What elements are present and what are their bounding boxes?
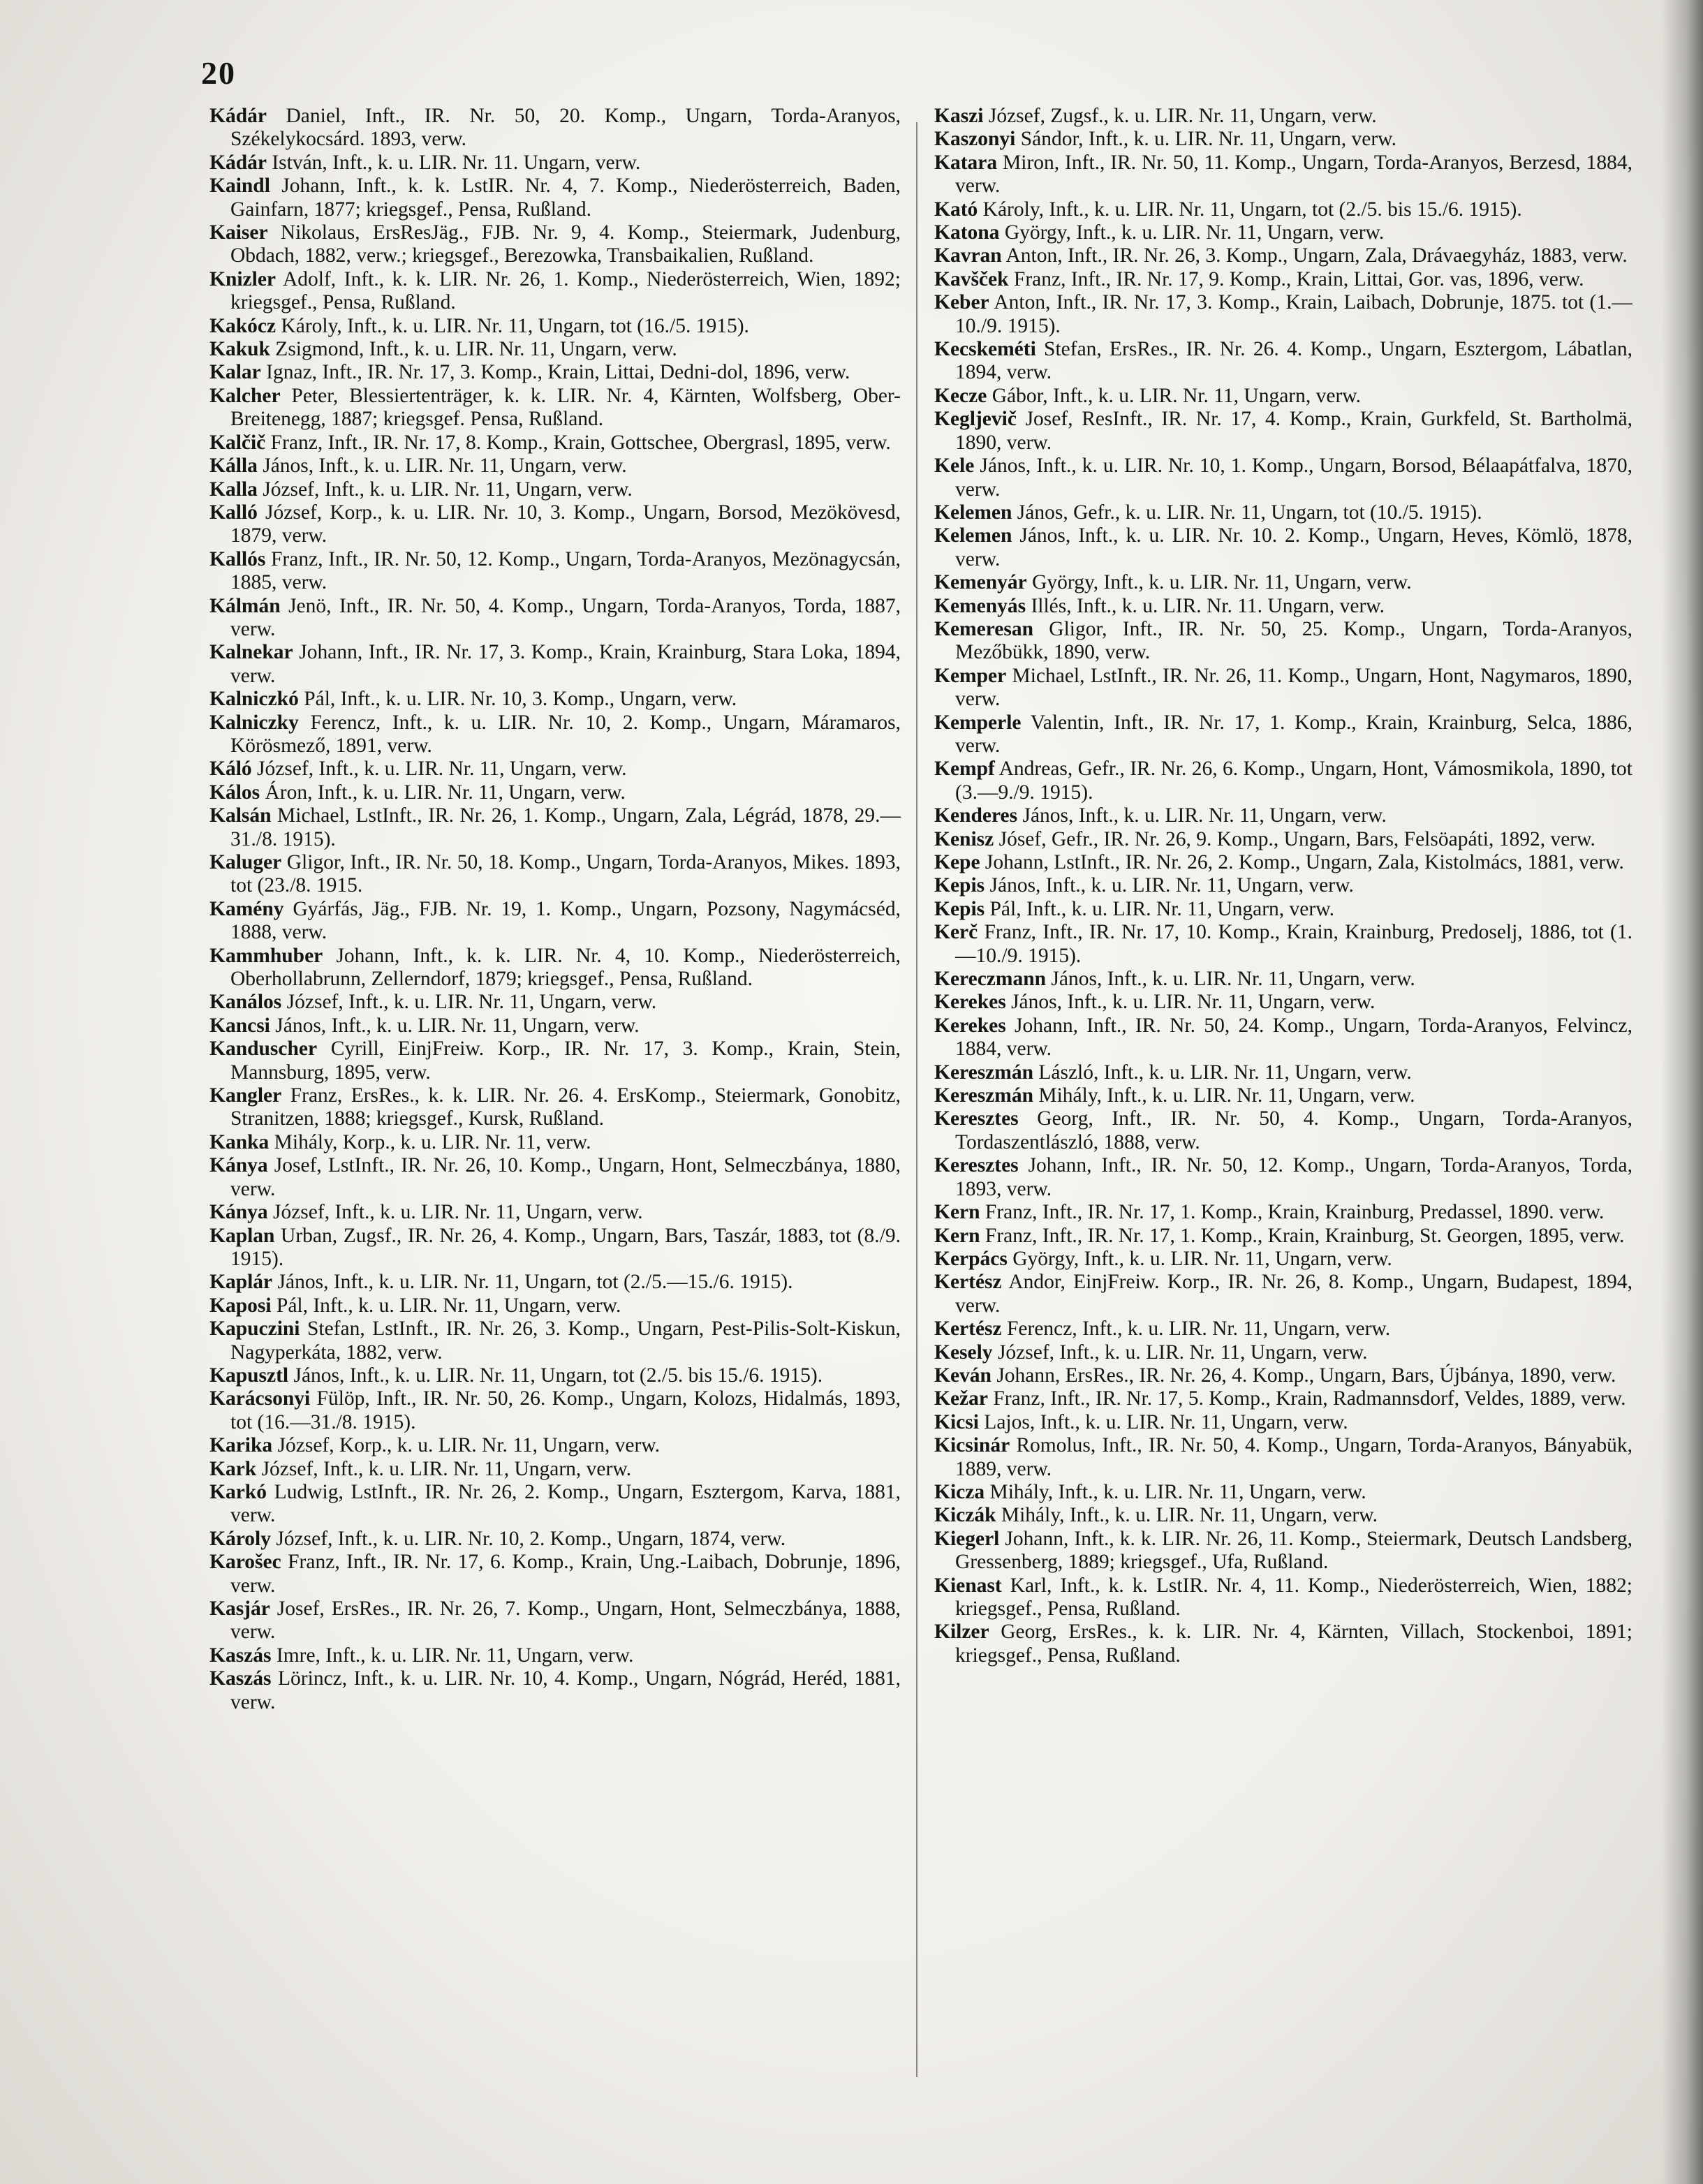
register-entry xyxy=(934,455,1632,501)
entry-surname: Kereszmán xyxy=(934,1084,1033,1107)
entry-surname: Kiegerl xyxy=(934,1527,1000,1550)
entry-details: Lörincz, Inft., k. u. LIR. Nr. 10, 4. Komp., Ungarn, Nógrád, Heréd, 1881, verw. xyxy=(230,1667,901,1713)
entry-details: Franz, ErsRes., k. k. LIR. Nr. 26. 4. ErsKomp., Steiermark, Gonobitz, Stranitzen, 1888; kriegsgef., Kursk, Rußland. xyxy=(230,1084,901,1130)
register-entry xyxy=(934,1107,1632,1154)
entry-surname: Kesely xyxy=(934,1341,993,1364)
entry-details: Anton, Inft., IR. Nr. 17, 3. Komp., Krain, Laibach, Dobrunje, 1875. tot (1.—10./9. 1915). xyxy=(955,291,1632,337)
entry-surname: Kálmán xyxy=(209,594,281,617)
register-entry xyxy=(934,1481,1632,1504)
entry-surname: Kemenyás xyxy=(934,594,1026,617)
entry-surname: Kern xyxy=(934,1201,980,1224)
entry-details: József, Inft., k. u. LIR. Nr. 11, Ungarn, verw. xyxy=(256,1457,632,1480)
entry-surname: Kecskeméti xyxy=(934,338,1036,361)
entry-details: Lajos, Inft., k. u. LIR. Nr. 11, Ungarn, verw. xyxy=(978,1410,1348,1433)
register-entry xyxy=(209,711,901,758)
register-entry xyxy=(934,595,1632,618)
entry-details: János, Gefr., k. u. LIR. Nr. 11, Ungarn, tot (10./5. 1915). xyxy=(1012,501,1482,524)
register-entry xyxy=(209,898,901,945)
entry-details: Gligor, Inft., IR. Nr. 50, 18. Komp., Ungarn, Torda-Aranyos, Mikes. 1893, tot (23./8. 1915. xyxy=(230,851,901,897)
entry-surname: Kánya xyxy=(209,1201,268,1224)
register-entry xyxy=(934,244,1632,267)
entry-details: Ferencz, Inft., k. u. LIR. Nr. 11, Ungarn, verw. xyxy=(1001,1318,1391,1341)
register-entry xyxy=(209,152,901,175)
register-entry xyxy=(934,1318,1632,1341)
entry-details: Mihály, Inft., k. u. LIR. Nr. 11, Ungarn, verw. xyxy=(1033,1084,1415,1107)
entry-surname: Kerekes xyxy=(934,991,1006,1014)
register-entry xyxy=(209,1271,901,1294)
entry-details: Johann, Inft., k. k. LIR. Nr. 4, 10. Komp., Niederösterreich, Oberhollabrunn, Zellerndorf, 1879; kriegsgef., Pensa, Rußland. xyxy=(230,944,901,991)
entry-surname: Kežar xyxy=(934,1387,988,1410)
entry-surname: Karošec xyxy=(209,1551,281,1574)
entry-surname: Kern xyxy=(934,1224,980,1247)
entry-surname: Kemenyár xyxy=(934,571,1027,594)
entry-details: János, Inft., k. u. LIR. Nr. 11, Ungarn, verw. xyxy=(1046,968,1415,991)
entry-surname: Kavšček xyxy=(934,267,1009,290)
register-entry xyxy=(934,921,1632,968)
register-entry xyxy=(209,1154,901,1201)
entry-details: József, Korp., k. u. LIR. Nr. 10, 3. Komp., Ungarn, Borsod, Mezökövesd, 1879, verw. xyxy=(230,501,901,547)
register-entry xyxy=(209,1131,901,1154)
entry-surname: Kaszás xyxy=(209,1644,272,1667)
entry-surname: Káló xyxy=(209,758,252,781)
entry-details: János, Inft., k. u. LIR. Nr. 11, Ungarn, verw. xyxy=(1005,991,1376,1014)
entry-surname: Kádár xyxy=(209,151,267,174)
register-entry xyxy=(209,1598,901,1644)
entry-surname: Kalnekar xyxy=(209,641,293,664)
entry-surname: Kenisz xyxy=(934,827,994,850)
register-entry xyxy=(209,641,901,688)
register-entry xyxy=(209,1387,901,1434)
entry-surname: Keresztes xyxy=(934,1107,1019,1130)
entry-surname: Kele xyxy=(934,455,975,478)
entry-surname: Kertész xyxy=(934,1271,1002,1294)
entry-details: Károly, Inft., k. u. LIR. Nr. 11, Ungarn, tot (16./5. 1915). xyxy=(276,314,749,337)
entry-details: Illés, Inft., k. u. LIR. Nr. 11. Ungarn, verw. xyxy=(1026,594,1385,617)
register-entry xyxy=(209,1364,901,1387)
entry-details: Georg, Inft., IR. Nr. 50, 4. Komp., Ungarn, Torda-Aranyos, Tordaszentlászló, 1888, verw. xyxy=(955,1107,1632,1153)
entry-details: János, Inft., k. u. LIR. Nr. 11, Ungarn, verw. xyxy=(985,874,1354,897)
entry-surname: Kalar xyxy=(209,361,261,384)
entry-surname: Kálla xyxy=(209,455,258,478)
entry-details: Stefan, LstInft., IR. Nr. 26, 3. Komp., Ungarn, Pest-Pilis-Solt-Kiskun, Nagyperkáta, 1882, verw. xyxy=(230,1318,901,1364)
entry-details: Franz, Inft., IR. Nr. 17, 9. Komp., Krain, Littai, Gor. vas, 1896, verw. xyxy=(1008,267,1584,290)
register-entry xyxy=(209,1014,901,1038)
entry-surname: Kangler xyxy=(209,1084,282,1107)
entry-surname: Kepis xyxy=(934,897,985,920)
entry-details: János, Inft., k. u. LIR. Nr. 11, Ungarn, verw. xyxy=(257,455,627,478)
entry-surname: Kádár xyxy=(209,105,267,127)
entry-details: Michael, LstInft., IR. Nr. 26, 1. Komp., Ungarn, Zala, Légrád, 1878, 29.—31./8. 1915). xyxy=(230,804,901,850)
entry-details: Johann, ErsRes., IR. Nr. 26, 4. Komp., Ungarn, Bars, Újbánya, 1890, verw. xyxy=(991,1364,1616,1387)
register-entry xyxy=(934,828,1632,851)
entry-surname: Kalčič xyxy=(209,431,266,454)
entry-details: Stefan, ErsRes., IR. Nr. 26. 4. Komp., Ungarn, Esztergom, Lábatlan, 1894, verw. xyxy=(955,338,1632,384)
entry-details: József, Inft., k. u. LIR. Nr. 11, Ungarn, verw. xyxy=(992,1341,1368,1364)
entry-details: János, Inft., k. u. LIR. Nr. 10, 1. Komp., Ungarn, Borsod, Bélaapátfalva, 1870, verw. xyxy=(955,455,1632,501)
entry-details: Franz, Inft., IR. Nr. 17, 8. Komp., Krain, Gottschee, Obergrasl, 1895, verw. xyxy=(265,431,891,454)
entry-surname: Kerč xyxy=(934,921,978,944)
entry-surname: Kanálos xyxy=(209,991,282,1014)
register-entry xyxy=(209,385,901,431)
register-entry xyxy=(209,221,901,268)
entry-surname: Kepe xyxy=(934,851,980,873)
entry-surname: Karácsonyi xyxy=(209,1387,311,1410)
register-entry xyxy=(934,338,1632,385)
entry-surname: Kereszmán xyxy=(934,1061,1033,1084)
register-entry xyxy=(934,1248,1632,1271)
entry-surname: Kakuk xyxy=(209,338,270,361)
entry-surname: Kereczmann xyxy=(934,968,1047,991)
entry-details: Josef, LstInft., IR. Nr. 26, 10. Komp., Ungarn, Hont, Selmeczbánya, 1880, verw. xyxy=(230,1154,901,1200)
register-entry xyxy=(934,618,1632,665)
register-entry xyxy=(934,874,1632,897)
entry-details: Károly, Inft., k. u. LIR. Nr. 11, Ungarn, tot (2./5. bis 15./6. 1915). xyxy=(978,198,1522,221)
register-entry xyxy=(209,1318,901,1364)
register-entry xyxy=(934,524,1632,571)
entry-surname: Kalla xyxy=(209,478,258,501)
register-entry xyxy=(934,1574,1632,1621)
entry-details: János, Inft., k. u. LIR. Nr. 10. 2. Komp., Ungarn, Heves, Kömlö, 1878, verw. xyxy=(955,524,1632,570)
register-entry xyxy=(934,1528,1632,1574)
register-entry xyxy=(934,291,1632,338)
entry-details: József, Korp., k. u. LIR. Nr. 11, Ungarn, verw. xyxy=(272,1434,661,1457)
register-entry xyxy=(934,1434,1632,1481)
register-entry xyxy=(209,945,901,991)
entry-surname: Kicza xyxy=(934,1480,985,1503)
entry-details: Áron, Inft., k. u. LIR. Nr. 11, Ungarn, verw. xyxy=(260,781,626,804)
register-entry xyxy=(934,898,1632,921)
entry-surname: Kemeresan xyxy=(934,617,1033,640)
entry-details: Georg, ErsRes., k. k. LIR. Nr. 4, Kärnten, Villach, Stockenboi, 1891; kriegsgef., Pensa, Rußland. xyxy=(955,1621,1632,1667)
entry-surname: Kegljevič xyxy=(934,408,1017,431)
entry-surname: Kertész xyxy=(934,1318,1002,1341)
register-entry xyxy=(209,1084,901,1131)
entry-details: Mihály, Inft., k. u. LIR. Nr. 11, Ungarn, verw. xyxy=(996,1504,1378,1527)
register-entry xyxy=(934,1061,1632,1084)
entry-surname: Kálos xyxy=(209,781,260,804)
entry-details: Jósef, Gefr., IR. Nr. 26, 9. Komp., Ungarn, Bars, Felsöapáti, 1892, verw. xyxy=(994,827,1595,850)
entry-details: Valentin, Inft., IR. Nr. 17, 1. Komp., Krain, Krainburg, Selca, 1886, verw. xyxy=(955,711,1632,757)
register-entry xyxy=(934,128,1632,151)
register-entry xyxy=(934,1411,1632,1434)
entry-surname: Karika xyxy=(209,1434,273,1457)
entry-details: Gábor, Inft., k. u. LIR. Nr. 11, Ungarn, verw. xyxy=(987,384,1362,407)
entry-details: Johann, Inft., k. k. LstIR. Nr. 4, 7. Komp., Niederösterreich, Baden, Gainfarn, 1877; kriegsgef., Pensa, Rußland. xyxy=(230,175,901,221)
register-entry xyxy=(934,968,1632,991)
entry-surname: Katona xyxy=(934,221,1000,244)
register-entry xyxy=(934,268,1632,291)
register-entry xyxy=(209,548,901,595)
entry-details: Anton, Inft., IR. Nr. 26, 3. Komp., Ungarn, Zala, Drávaegyház, 1883, verw. xyxy=(1001,244,1628,267)
entry-surname: Kaplár xyxy=(209,1271,273,1294)
entry-surname: Kalsán xyxy=(209,804,272,827)
entry-details: József, Inft., k. u. LIR. Nr. 10, 2. Komp., Ungarn, 1874, verw. xyxy=(270,1527,786,1550)
entry-surname: Kató xyxy=(934,198,978,221)
register-entry xyxy=(209,105,901,152)
entry-surname: Katara xyxy=(934,151,998,174)
entry-details: Johann, LstInft., IR. Nr. 26, 2. Komp., Ungarn, Zala, Kistolmács, 1881, verw. xyxy=(980,851,1624,873)
register-entry xyxy=(209,431,901,455)
entry-details: József, Zugsf., k. u. LIR. Nr. 11, Ungarn, verw. xyxy=(983,105,1377,127)
register-entry xyxy=(934,1387,1632,1410)
register-entry xyxy=(934,1201,1632,1224)
register-entry xyxy=(934,1271,1632,1318)
entry-details: Pál, Inft., k. u. LIR. Nr. 11, Ungarn, verw. xyxy=(985,897,1334,920)
register-entry xyxy=(934,198,1632,221)
entry-details: Mihály, Inft., k. u. LIR. Nr. 11, Ungarn, verw. xyxy=(985,1480,1366,1503)
register-entry xyxy=(934,1504,1632,1527)
entry-details: Cyrill, EinjFreiw. Korp., IR. Nr. 17, 3. Komp., Krain, Stein, Mannsburg, 1895, verw. xyxy=(230,1038,901,1084)
register-entry xyxy=(209,1294,901,1318)
register-entry xyxy=(209,781,901,804)
register-entry xyxy=(209,1667,901,1714)
register-entry xyxy=(209,478,901,501)
entry-details: Franz, Inft., IR. Nr. 50, 12. Komp., Ungarn, Torda-Aranyos, Mezönagycsán, 1885, verw. xyxy=(230,547,901,594)
register-entry xyxy=(209,758,901,781)
entry-surname: Kecze xyxy=(934,384,987,407)
register-entry xyxy=(934,1014,1632,1061)
register-entry xyxy=(209,455,901,478)
entry-surname: Kemper xyxy=(934,664,1007,687)
register-entry xyxy=(934,1084,1632,1107)
entry-details: István, Inft., k. u. LIR. Nr. 11. Ungarn, verw. xyxy=(266,151,641,174)
entry-surname: Kienast xyxy=(934,1574,1002,1597)
entry-details: Mihály, Korp., k. u. LIR. Nr. 11, verw. xyxy=(269,1130,591,1153)
register-entry xyxy=(934,501,1632,524)
entry-details: Nikolaus, ErsResJäg., FJB. Nr. 9, 4. Komp., Steiermark, Judenburg, Obdach, 1882, verw.; kriegsgef., Berezowka, Transbaikalien, Rußland. xyxy=(230,221,901,267)
entry-details: Imre, Inft., k. u. LIR. Nr. 11, Ungarn, verw. xyxy=(271,1644,634,1667)
entry-details: Johann, Inft., IR. Nr. 50, 12. Komp., Ungarn, Torda-Aranyos, Torda, 1893, verw. xyxy=(955,1154,1632,1200)
right-column xyxy=(934,105,1632,1667)
entry-surname: Kapusztl xyxy=(209,1364,289,1387)
entry-details: Urban, Zugsf., IR. Nr. 26, 4. Komp., Ungarn, Bars, Taszár, 1883, tot (8./9. 1915). xyxy=(230,1224,901,1270)
entry-details: Andreas, Gefr., IR. Nr. 26, 6. Komp., Ungarn, Hont, Vámosmikola, 1890, tot (3.—9./9. 1915). xyxy=(955,758,1632,804)
entry-surname: Kancsi xyxy=(209,1014,270,1037)
entry-details: Adolf, Inft., k. k. LIR. Nr. 26, 1. Komp., Niederösterreich, Wien, 1892; kriegsgef., Pensa, Rußland. xyxy=(230,267,901,314)
register-entry xyxy=(934,665,1632,711)
register-entry xyxy=(209,595,901,642)
entry-surname: Karkó xyxy=(209,1480,267,1503)
entry-surname: Kaiser xyxy=(209,221,268,244)
register-entry xyxy=(209,1225,901,1271)
entry-surname: Kanduscher xyxy=(209,1038,318,1061)
column-divider xyxy=(916,122,917,2077)
entry-surname: Kammhuber xyxy=(209,944,323,967)
entry-surname: Kelemen xyxy=(934,501,1012,524)
entry-surname: Kalniczky xyxy=(209,711,299,734)
register-entry xyxy=(209,804,901,851)
register-entry xyxy=(934,105,1632,128)
entry-surname: Kapuczini xyxy=(209,1318,300,1341)
register-entry xyxy=(209,1551,901,1598)
entry-surname: Kenderes xyxy=(934,804,1018,827)
entry-surname: Kasjár xyxy=(209,1598,270,1620)
entry-details: Franz, Inft., IR. Nr. 17, 1. Komp., Krain, Krainburg, Predassel, 1890. verw. xyxy=(980,1201,1605,1224)
entry-details: Fülöp, Inft., IR. Nr. 50, 26. Komp., Ungarn, Kolozs, Hidalmás, 1893, tot (16.—31./8. 1915). xyxy=(230,1387,901,1433)
entry-surname: Kicsinár xyxy=(934,1434,1010,1457)
entry-surname: Kavran xyxy=(934,244,1002,267)
entry-surname: Károly xyxy=(209,1527,271,1550)
entry-details: János, Inft., k. u. LIR. Nr. 11, Ungarn, tot (2./5. bis 15./6. 1915). xyxy=(288,1364,823,1387)
entry-surname: Knizler xyxy=(209,267,277,290)
register-entry xyxy=(209,1458,901,1481)
register-entry xyxy=(934,711,1632,758)
entry-surname: Kepis xyxy=(934,874,985,897)
register-entry xyxy=(934,1364,1632,1387)
entry-details: József, Inft., k. u. LIR. Nr. 11, Ungarn, verw. xyxy=(251,758,627,781)
entry-details: Andor, EinjFreiw. Korp., IR. Nr. 26, 8. Komp., Ungarn, Budapest, 1894, verw. xyxy=(955,1271,1632,1317)
entry-details: János, Inft., k. u. LIR. Nr. 11, Ungarn, tot (2./5.—15./6. 1915). xyxy=(272,1271,793,1294)
entry-surname: Kelemen xyxy=(934,524,1012,547)
entry-details: Miron, Inft., IR. Nr. 50, 11. Komp., Ungarn, Torda-Aranyos, Berzesd, 1884, verw. xyxy=(955,151,1632,198)
entry-details: Sándor, Inft., k. u. LIR. Nr. 11, Ungarn, verw. xyxy=(1015,128,1396,151)
entry-surname: Kaindl xyxy=(209,175,270,198)
register-entry xyxy=(934,152,1632,198)
register-entry xyxy=(934,1154,1632,1201)
entry-surname: Keresztes xyxy=(934,1154,1019,1177)
entry-details: Johann, Inft., k. k. LIR. Nr. 26, 11. Komp., Steiermark, Deutsch Landsberg, Gressenberg, 1889; kriegsgef., Ufa, Rußland. xyxy=(955,1527,1632,1574)
entry-surname: Kaszás xyxy=(209,1667,272,1690)
entry-details: Karl, Inft., k. k. LstIR. Nr. 4, 11. Komp., Niederösterreich, Wien, 1882; kriegsgef., Pensa, Rußland. xyxy=(955,1574,1632,1620)
entry-surname: Kilzer xyxy=(934,1621,989,1644)
entry-details: Johann, Inft., IR. Nr. 17, 3. Komp., Krain, Krainburg, Stara Loka, 1894, verw. xyxy=(230,641,901,687)
entry-details: János, Inft., k. u. LIR. Nr. 11, Ungarn, verw. xyxy=(1017,804,1387,827)
entry-details: György, Inft., k. u. LIR. Nr. 11, Ungarn, verw. xyxy=(999,221,1385,244)
register-entry xyxy=(209,268,901,315)
entry-details: János, Inft., k. u. LIR. Nr. 11, Ungarn, verw. xyxy=(270,1014,640,1037)
entry-surname: Kerekes xyxy=(934,1014,1006,1037)
entry-details: György, Inft., k. u. LIR. Nr. 11, Ungarn, verw. xyxy=(1026,571,1412,594)
entry-surname: Kalcher xyxy=(209,384,281,407)
entry-details: Peter, Blessiertenträger, k. k. LIR. Nr. 4, Kärnten, Wolfsberg, Ober-Breitenegg, 1887; kriegsgef. Pensa, Rußland. xyxy=(230,384,901,431)
entry-details: Gligor, Inft., IR. Nr. 50, 25. Komp., Ungarn, Torda-Aranyos, Mezőbükk, 1890, verw. xyxy=(955,617,1632,664)
register-entry xyxy=(209,501,901,548)
entry-details: József, Inft., k. u. LIR. Nr. 11, Ungarn, verw. xyxy=(267,1201,643,1224)
entry-details: György, Inft., k. u. LIR. Nr. 11, Ungarn, verw. xyxy=(1007,1247,1392,1270)
register-entry xyxy=(934,1621,1632,1667)
entry-surname: Kakócz xyxy=(209,314,277,337)
entry-surname: Kiczák xyxy=(934,1504,996,1527)
entry-surname: Kaszi xyxy=(934,105,984,127)
entry-surname: Kark xyxy=(209,1457,257,1480)
register-entry xyxy=(209,175,901,221)
register-entry xyxy=(209,1481,901,1528)
entry-details: Pál, Inft., k. u. LIR. Nr. 10, 3. Komp., Ungarn, verw. xyxy=(298,688,737,711)
entry-details: Michael, LstInft., IR. Nr. 26, 11. Komp., Ungarn, Hont, Nagymaros, 1890, verw. xyxy=(955,664,1632,711)
register-entry xyxy=(209,851,901,898)
entry-details: Jenö, Inft., IR. Nr. 50, 4. Komp., Ungarn, Torda-Aranyos, Torda, 1887, verw. xyxy=(230,594,901,640)
register-entry xyxy=(934,385,1632,408)
entry-details: László, Inft., k. u. LIR. Nr. 11, Ungarn, verw. xyxy=(1033,1061,1412,1084)
entry-details: Franz, Inft., IR. Nr. 17, 10. Komp., Krain, Krainburg, Predoselj, 1886, tot (1.—10./9. 1915). xyxy=(955,921,1632,967)
register-entry xyxy=(209,1201,901,1224)
entry-details: Franz, Inft., IR. Nr. 17, 6. Komp., Krain, Ung.-Laibach, Dobrunje, 1896, verw. xyxy=(230,1551,901,1597)
entry-details: Ferencz, Inft., k. u. LIR. Nr. 10, 2. Komp., Ungarn, Máramaros, Körösmező, 1891, verw. xyxy=(230,711,901,757)
entry-details: Josef, ErsRes., IR. Nr. 26, 7. Komp., Ungarn, Hont, Selmeczbánya, 1888, verw. xyxy=(230,1598,901,1644)
register-entry xyxy=(934,991,1632,1014)
register-entry xyxy=(934,221,1632,244)
register-entry xyxy=(209,1644,901,1667)
register-entry xyxy=(209,1434,901,1457)
entry-surname: Kerpács xyxy=(934,1247,1008,1270)
scan-edge-shadow xyxy=(1661,0,1703,2184)
register-entry xyxy=(934,1225,1632,1248)
entry-surname: Kicsi xyxy=(934,1410,979,1433)
entry-surname: Kamény xyxy=(209,897,284,920)
entry-surname: Kalniczkó xyxy=(209,688,299,711)
register-entry xyxy=(934,408,1632,455)
register-entry xyxy=(209,338,901,361)
entry-surname: Kánya xyxy=(209,1154,268,1177)
register-entry xyxy=(209,991,901,1014)
register-entry xyxy=(934,571,1632,594)
register-entry xyxy=(209,1528,901,1551)
entry-surname: Kanka xyxy=(209,1130,270,1153)
register-entry xyxy=(934,851,1632,874)
register-entry xyxy=(934,1341,1632,1364)
register-entry xyxy=(934,758,1632,804)
register-entry xyxy=(209,315,901,338)
entry-details: Ignaz, Inft., IR. Nr. 17, 3. Komp., Krain, Littai, Dedni-dol, 1896, verw. xyxy=(260,361,850,384)
entry-details: Romolus, Inft., IR. Nr. 50, 4. Komp., Ungarn, Torda-Aranyos, Bányabük, 1889, verw. xyxy=(955,1434,1632,1480)
register-entry xyxy=(209,688,901,711)
page-number: 20 xyxy=(201,55,236,91)
entry-details: Zsigmond, Inft., k. u. LIR. Nr. 11, Ungarn, verw. xyxy=(270,338,677,361)
entry-details: Pál, Inft., k. u. LIR. Nr. 11, Ungarn, verw. xyxy=(271,1294,621,1317)
entry-details: Franz, Inft., IR. Nr. 17, 5. Komp., Krain, Radmannsdorf, Veldes, 1889, verw. xyxy=(987,1387,1626,1410)
entry-surname: Keber xyxy=(934,291,989,314)
entry-surname: Kemperle xyxy=(934,711,1022,734)
entry-surname: Kaluger xyxy=(209,851,282,873)
entry-surname: Kaszonyi xyxy=(934,128,1016,151)
entry-surname: Kaposi xyxy=(209,1294,272,1317)
entry-details: Josef, ResInft., IR. Nr. 17, 4. Komp., Krain, Gurkfeld, St. Bartholmä, 1890, verw. xyxy=(955,408,1632,454)
left-column xyxy=(209,105,901,1714)
entry-surname: Kallós xyxy=(209,547,266,570)
entry-details: Ludwig, LstInft., IR. Nr. 26, 2. Komp., Ungarn, Esztergom, Karva, 1881, verw. xyxy=(230,1480,901,1527)
entry-details: Daniel, Inft., IR. Nr. 50, 20. Komp., Ungarn, Torda-Aranyos, Székelykocsárd. 1893, verw. xyxy=(230,105,901,151)
entry-surname: Kempf xyxy=(934,758,995,781)
entry-details: Gyárfás, Jäg., FJB. Nr. 19, 1. Komp., Ungarn, Pozsony, Nagymácséd, 1888, verw. xyxy=(230,897,901,944)
entry-surname: Kaplan xyxy=(209,1224,275,1247)
register-entry xyxy=(209,1038,901,1084)
entry-details: Franz, Inft., IR. Nr. 17, 1. Komp., Krain, Krainburg, St. Georgen, 1895, verw. xyxy=(980,1224,1625,1247)
entry-surname: Keván xyxy=(934,1364,991,1387)
register-entry xyxy=(209,361,901,384)
entry-details: Johann, Inft., IR. Nr. 50, 24. Komp., Ungarn, Torda-Aranyos, Felvincz, 1884, verw. xyxy=(955,1014,1632,1061)
entry-surname: Kalló xyxy=(209,501,258,524)
entry-details: József, Inft., k. u. LIR. Nr. 11, Ungarn, verw. xyxy=(281,991,657,1014)
register-entry xyxy=(934,804,1632,827)
entry-details: József, Inft., k. u. LIR. Nr. 11, Ungarn, verw. xyxy=(257,478,633,501)
